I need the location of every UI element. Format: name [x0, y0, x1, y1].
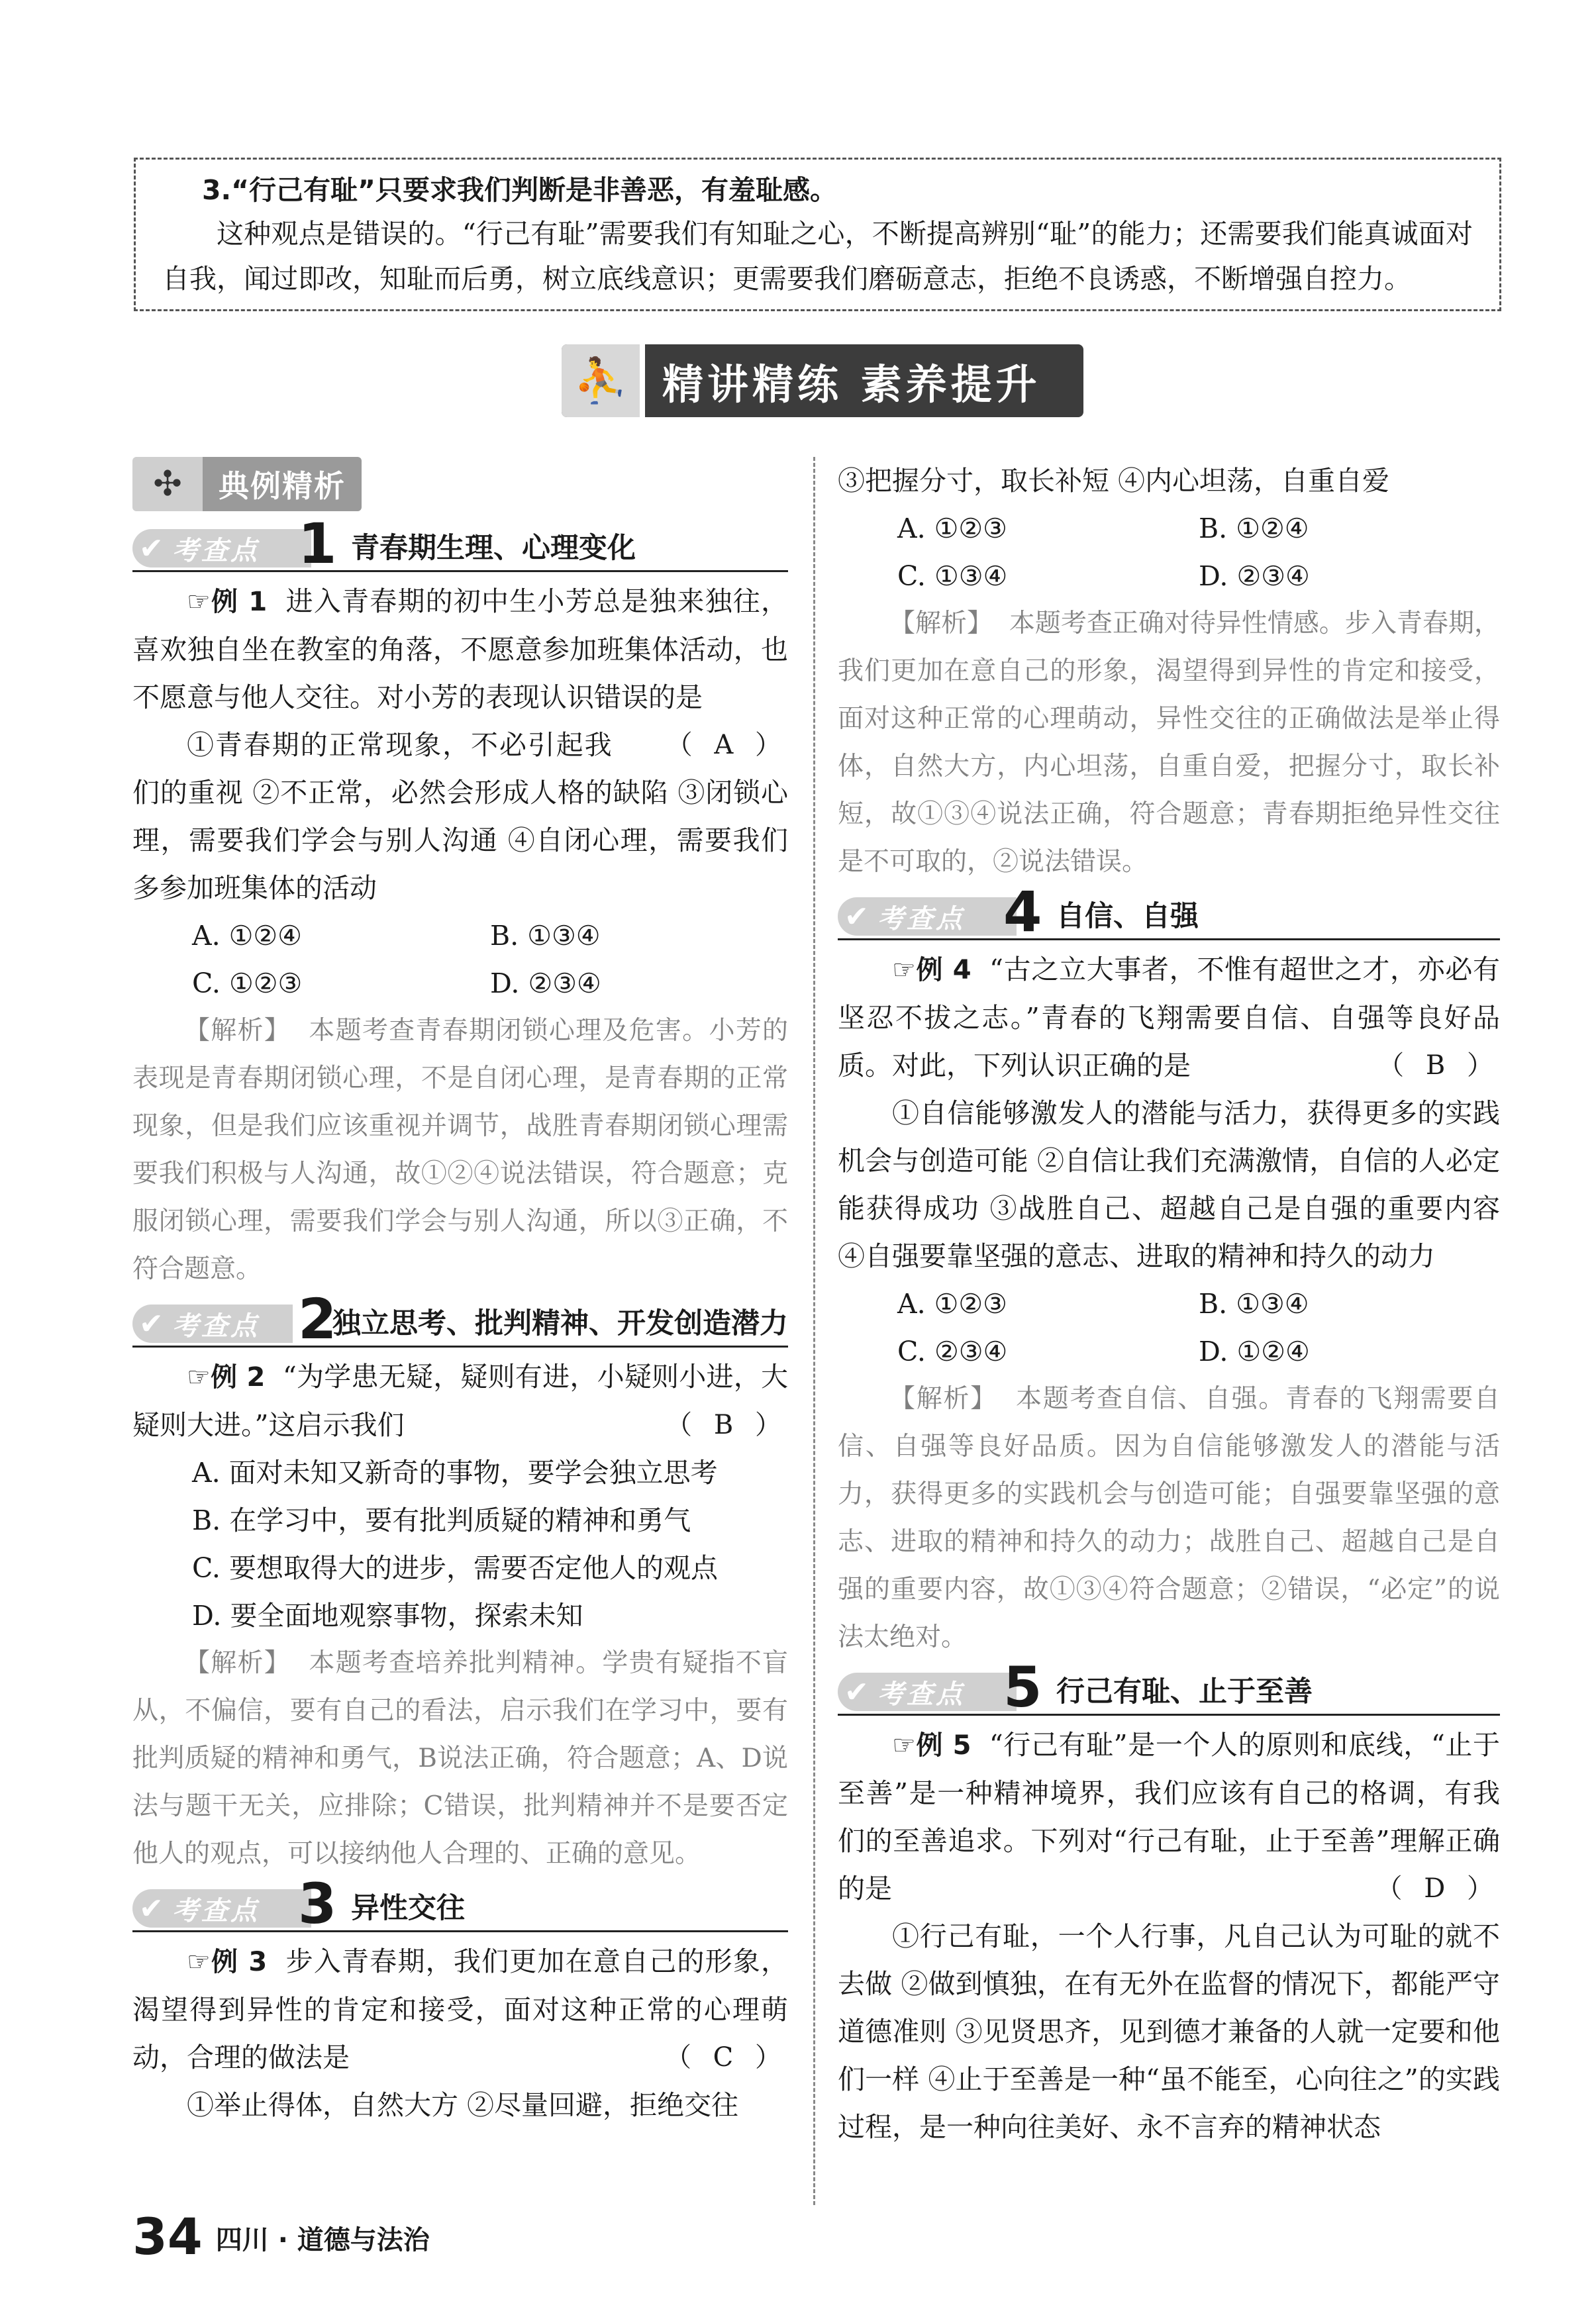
summary-body: 这种观点是错误的。“行己有耻”需要我们有知耻之心，不断提高辨别“耻”的能力；还需要我们能真诚面对自我，闻过即改，知耻而后勇，树立底线意识；更需要我们磨砺意志，拒绝不良诱惑，不断增强自控力。 [162, 218, 1473, 295]
examples-header [132, 457, 788, 511]
check-icon: ✔ [844, 899, 869, 934]
point-title: 行己有耻、止于至善 [1056, 1675, 1313, 1708]
banner-title: 精讲精练 素养提升 [662, 360, 1041, 409]
point-header-2: ✔ 考查点 2 独立思考、批判精神、开发创造潜力 [132, 1296, 788, 1348]
runner-icon: ⛹ [562, 344, 640, 417]
section-banner [562, 344, 1083, 417]
example-3-stem: ☞例 3 步入青春期，我们更加在意自己的形象，渴望得到异性的肯定和接受，面对这种正常的心理萌动，合理的做法是 （ C ） [132, 1946, 788, 2073]
point-header-5: ✔ 考查点 5 行己有耻、止于至善 [838, 1664, 1500, 1716]
point-title: 异性交往 [351, 1892, 465, 1925]
example-1-options: A. ①②④ B. ①③④ C. ①②③ D. ②③④ [192, 920, 601, 999]
example-4-items: ①自信能够激发人的潜能与活力，获得更多的实践机会与创造可能 ②自信让我们充满激情，自信的人必定能获得成功 ③战胜自己、超越自己是自强的重要内容 ④自强要靠坚强的意志、进取的精神和持久的动力 [838, 1097, 1500, 1272]
example-2-choice-c: C. 要想取得大的进步，需要否定他人的观点 [192, 1552, 718, 1584]
page-footer [132, 2207, 430, 2266]
example-2-stem: ☞例 2 “为学患无疑，疑则有进，小疑则小进，大疑则大进。”这启示我们 （ B ） [132, 1361, 788, 1441]
example-4-options: A. ①②③ B. ①③④ C. ②③④ D. ①②④ [897, 1288, 1310, 1367]
right-column [838, 457, 1500, 2151]
column-divider [813, 457, 815, 2205]
summary-box [134, 158, 1501, 311]
check-icon: ✔ [139, 531, 164, 566]
point-header-1 [132, 511, 788, 576]
point-header-3: ✔ 考查点 3 异性交往 [132, 1881, 788, 1932]
point-title: 自信、自强 [1056, 900, 1199, 933]
example-1-answer: （ A ） [666, 730, 788, 760]
check-icon: ✔ [139, 1306, 164, 1341]
example-4-analysis: 【解析】 本题考查自信、自强。青春的飞翔需要自信、自强等良好品质。因为自信能够激发人的潜能与活力，获得更多的实践机会与创造可能；自强要靠坚强的意志、进取的精神和持久的动力；战胜自己、超越自己是自强的重要内容，故①③④符合题意；②错误，“必定”的说法太绝对。 [838, 1384, 1500, 1652]
check-icon: ✔ [844, 1675, 869, 1709]
cross-arrows-icon: ✣ [132, 457, 203, 511]
example-1-stem: ☞例 1 进入青春期的初中生小芳总是独来独往，喜欢独自坐在教室的角落，不愿意参加班集体活动，也不愿意与他人交往。对小芳的表现认识错误的是 （ A ） [132, 577, 788, 721]
example-1-items: ①青春期的正常现象，不必引起我们的重视 ②不正常，必然会形成人格的缺陷 ③闭锁心理，需要我们学会与别人沟通 ④自闭心理，需要我们多参加班集体的活动 [132, 729, 788, 904]
example-3-items-right: ③把握分寸，取长补短 ④内心坦荡，自重自爱 [838, 465, 1390, 497]
example-4-stem: ☞例 4 “古之立大事者，不惟有超世之才，亦必有坚忍不拔之志。”青春的飞翔需要自信、自强等良好品质。对此，下列认识正确的是 （ B ） [838, 954, 1500, 1081]
example-3-options: A. ①②③ B. ①②④ C. ①③④ D. ②③④ [897, 513, 1310, 592]
example-2-choice-d: D. 要全面地观察事物，探索未知 [192, 1600, 583, 1632]
point-label: 考查点 [172, 534, 260, 566]
example-3-items-left: ①举止得体，自然大方 ②尽量回避，拒绝交往 [187, 2089, 739, 2121]
point-title: 青春期生理、心理变化 [351, 532, 636, 565]
examples-header-label: 典例精析 [203, 457, 362, 511]
book-subject: 四川 · 道德与法治 [215, 2225, 430, 2255]
check-icon: ✔ [139, 1891, 164, 1926]
page-number: 34 [132, 2207, 203, 2266]
example-2-choice-a: A. 面对未知又新奇的事物，要学会独立思考 [192, 1457, 718, 1489]
point-number: 1 [298, 511, 337, 576]
example-2-choice-b: B. 在学习中，要有批判质疑的精神和勇气 [192, 1504, 691, 1536]
example-5-items: ①行己有耻，一个人行事，凡自己认为可耻的就不去做 ②做到慎独，在有无外在监督的情况下，都能严守道德准则 ③见贤思齐，见到德才兼备的人就一定要和他们一样 ④止于至善是一种“虽不能至，心向往之”的实践过程，是一种向往美好、永不言弃的精神状态 [838, 1920, 1500, 2143]
example-1-analysis: 【解析】 本题考查青春期闭锁心理及危害。小芳的表现是青春期闭锁心理，不是自闭心理，是青春期的正常现象，但是我们应该重视并调节，战胜青春期闭锁心理需要我们积极与人沟通，故①②④说法错误，符合题意；克服闭锁心理，需要我们学会与别人沟通，所以③正确，不符合题意。 [132, 1016, 788, 1284]
left-column [132, 457, 788, 2129]
summary-title: 3.“行己有耻”只要求我们判断是非善恶，有羞耻感。 [202, 174, 837, 206]
point-title: 独立思考、批判精神、开发创造潜力 [332, 1307, 788, 1340]
example-5-stem: ☞例 5 “行己有耻”是一个人的原则和底线，“止于至善”是一种精神境界，我们应该有自己的格调，有我们的至善追求。下列对“行己有耻，止于至善”理解正确的是 （ D ） [838, 1729, 1500, 1904]
point-header-4: ✔ 考查点 4 自信、自强 [838, 889, 1500, 940]
example-2-analysis: 【解析】 本题考查培养批判精神。学贵有疑指不盲从，不偏信，要有自己的看法，启示我们在学习中，要有批判质疑的精神和勇气，B说法正确，符合题意；A、D说法与题干无关，应排除；C错误，批判精神并不是要否定他人的观点，可以接纳他人合理的、正确的意见。 [132, 1648, 788, 1869]
example-3-analysis: 【解析】 本题考查正确对待异性情感。步入青春期，我们更加在意自己的形象，渴望得到异性的肯定和接受，面对这种正常的心理萌动，异性交往的正确做法是举止得体，自然大方，内心坦荡，自重自爱，把握分寸，取长补短，故①③④说法正确，符合题意；青春期拒绝异性交往是不可取的，②说法错误。 [838, 609, 1500, 877]
